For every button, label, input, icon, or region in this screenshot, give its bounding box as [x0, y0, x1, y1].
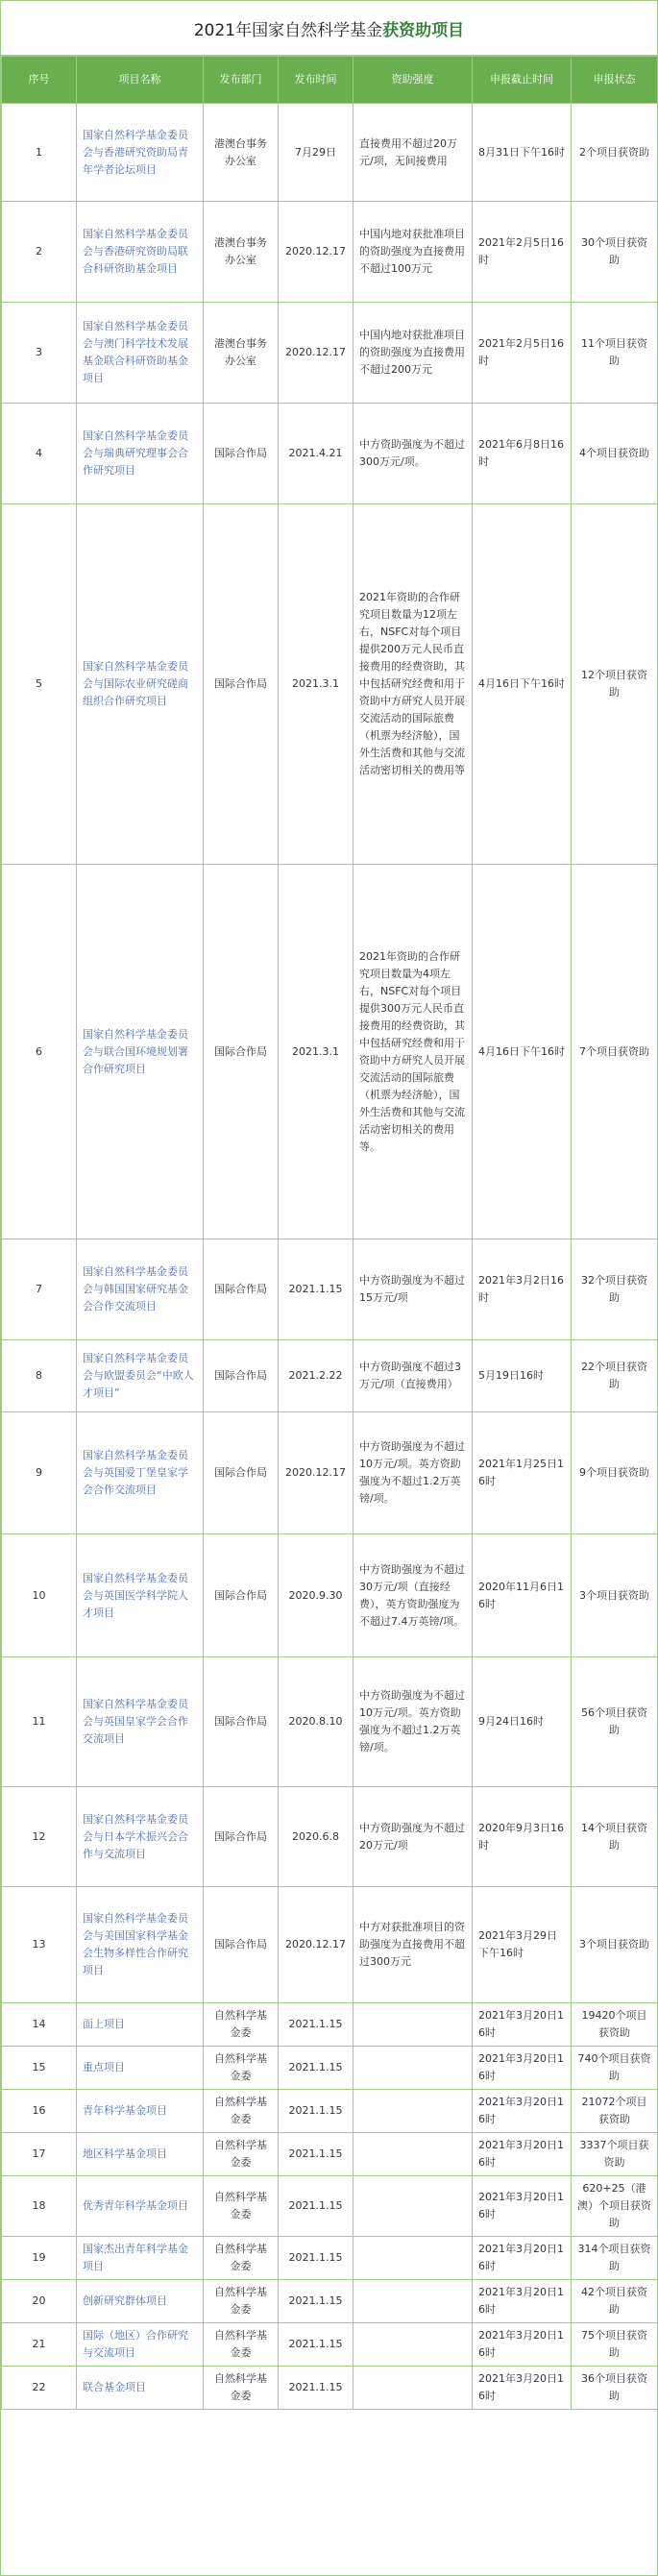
cell-status: 9个项目获资助	[572, 1412, 658, 1534]
cell-status: 30个项目获资助	[572, 202, 658, 303]
cell-amount: 2021年资助的合作研究项目数量为4项左右，NSFC对每个项目提供300万元人民币直接费用的经费资助，其中包括研究经费和用于资助中方研究人员开展交流活动的国际旅费（机票为经济舱），国外生活费和其他与交流活动密切相关的费用等。	[353, 865, 473, 1239]
table-row	[2, 1340, 658, 1412]
cell-dept: 国际合作局	[204, 1412, 279, 1534]
cell-deadline: 9月24日16时	[473, 1657, 572, 1787]
table-row	[2, 2280, 658, 2323]
table-row	[2, 303, 658, 404]
cell-date: 2020.6.8	[279, 1787, 353, 1887]
cell-date: 2021.1.15	[279, 2133, 353, 2176]
cell-deadline: 2021年3月20日16时	[473, 2176, 572, 2237]
cell-deadline: 4月16日下午16时	[473, 865, 572, 1239]
cell-date: 7月29日	[279, 104, 353, 202]
cell-date: 2021.1.15	[279, 2047, 353, 2090]
cell-dept: 自然科学基金委	[204, 2237, 279, 2280]
cell-status: 4个项目获资助	[572, 404, 658, 504]
cell-deadline: 2021年3月20日16时	[473, 2047, 572, 2090]
cell-no: 18	[2, 2176, 77, 2237]
cell-name: 国家自然科学基金委员会与英国皇家学会合作交流项目	[77, 1657, 204, 1787]
cell-date: 2021.3.1	[279, 504, 353, 865]
cell-date: 2020.9.30	[279, 1534, 353, 1657]
cell-amount	[353, 2323, 473, 2367]
cell-dept: 自然科学基金委	[204, 2090, 279, 2133]
cell-dept: 自然科学基金委	[204, 2280, 279, 2323]
cell-deadline: 2021年1月25日16时	[473, 1412, 572, 1534]
cell-dept: 国际合作局	[204, 1534, 279, 1657]
cell-dept: 国际合作局	[204, 1239, 279, 1340]
cell-no: 19	[2, 2237, 77, 2280]
cell-status: 11个项目获资助	[572, 303, 658, 404]
cell-no: 16	[2, 2090, 77, 2133]
cell-deadline: 4月16日下午16时	[473, 504, 572, 865]
cell-amount: 中方资助强度为不超过300万元/项。	[353, 404, 473, 504]
cell-no: 7	[2, 1239, 77, 1340]
cell-name: 国际（地区）合作研究与交流项目	[77, 2323, 204, 2367]
table-body	[2, 104, 658, 2410]
cell-status: 36个项目获资助	[572, 2367, 658, 2410]
header-date: 发布时间	[279, 57, 353, 104]
cell-name: 国家自然科学基金委员会与澳门科学技术发展基金联合科研资助基金项目	[77, 303, 204, 404]
cell-amount	[353, 2367, 473, 2410]
table-title	[1, 1, 657, 56]
cell-no: 5	[2, 504, 77, 865]
cell-dept: 自然科学基金委	[204, 2003, 279, 2047]
table-row	[2, 2237, 658, 2280]
cell-status: 14个项目获资助	[572, 1787, 658, 1887]
table-row	[2, 504, 658, 865]
cell-deadline: 2021年2月5日16时	[473, 202, 572, 303]
cell-no: 15	[2, 2047, 77, 2090]
funding-table	[1, 56, 658, 2410]
cell-name: 国家自然科学基金委员会与国际农业研究磋商组织合作研究项目	[77, 504, 204, 865]
cell-no: 21	[2, 2323, 77, 2367]
table-row	[2, 1887, 658, 2003]
cell-date: 2020.8.10	[279, 1657, 353, 1787]
cell-no: 6	[2, 865, 77, 1239]
cell-status: 32个项目获资助	[572, 1239, 658, 1340]
table-header-row	[2, 57, 658, 104]
cell-date: 2021.1.15	[279, 2176, 353, 2237]
cell-name: 国家自然科学基金委员会与英国医学科学院人才项目	[77, 1534, 204, 1657]
cell-status: 3个项目获资助	[572, 1887, 658, 2003]
cell-date: 2020.12.17	[279, 202, 353, 303]
table-row	[2, 1412, 658, 1534]
cell-deadline: 2021年3月2日16时	[473, 1239, 572, 1340]
cell-amount: 中方对获批准项目的资助强度为直接费用不超过300万元	[353, 1887, 473, 2003]
cell-name: 国家自然科学基金委员会与瑞典研究理事会合作研究项目	[77, 404, 204, 504]
cell-name: 国家自然科学基金委员会与美国国家科学基金会生物多样性合作研究项目	[77, 1887, 204, 2003]
cell-no: 13	[2, 1887, 77, 2003]
table-row	[2, 2176, 658, 2237]
cell-dept: 自然科学基金委	[204, 2367, 279, 2410]
cell-date: 2021.1.15	[279, 2367, 353, 2410]
cell-deadline: 2021年3月20日16时	[473, 2003, 572, 2047]
cell-amount	[353, 2133, 473, 2176]
cell-dept: 国际合作局	[204, 1887, 279, 2003]
cell-amount	[353, 2047, 473, 2090]
cell-date: 2021.1.15	[279, 2003, 353, 2047]
cell-dept: 自然科学基金委	[204, 2176, 279, 2237]
table-row	[2, 202, 658, 303]
cell-no: 3	[2, 303, 77, 404]
cell-deadline: 2021年3月20日16时	[473, 2237, 572, 2280]
cell-no: 17	[2, 2133, 77, 2176]
cell-name: 国家自然科学基金委员会与英国爱丁堡皇家学会合作交流项目	[77, 1412, 204, 1534]
cell-status: 19420个项目获资助	[572, 2003, 658, 2047]
header-deadline: 申报截止时间	[473, 57, 572, 104]
table-row	[2, 104, 658, 202]
cell-amount	[353, 2176, 473, 2237]
cell-amount	[353, 2003, 473, 2047]
cell-status: 2个项目获资助	[572, 104, 658, 202]
cell-name: 面上项目	[77, 2003, 204, 2047]
cell-dept: 自然科学基金委	[204, 2323, 279, 2367]
table-row	[2, 1787, 658, 1887]
table-row	[2, 1657, 658, 1787]
table-row	[2, 404, 658, 504]
cell-amount: 中方资助强度为不超过30万元/项（直接经费），英方资助强度为不超过7.4万英镑/项。	[353, 1534, 473, 1657]
cell-amount: 中国内地对获批准项目的资助强度为直接费用不超过200万元	[353, 303, 473, 404]
cell-amount: 中方资助强度为不超过10万元/项。英方资助强度为不超过1.2万英镑/项。	[353, 1412, 473, 1534]
cell-deadline: 2021年3月29日下午16时	[473, 1887, 572, 2003]
cell-amount: 中方资助强度为不超过15万元/项	[353, 1239, 473, 1340]
cell-no: 10	[2, 1534, 77, 1657]
cell-deadline: 2021年3月20日16时	[473, 2367, 572, 2410]
cell-amount: 中方资助强度为不超过20万元/项	[353, 1787, 473, 1887]
cell-status: 3个项目获资助	[572, 1534, 658, 1657]
cell-date: 2021.1.15	[279, 2090, 353, 2133]
cell-dept: 国际合作局	[204, 1340, 279, 1412]
cell-status: 56个项目获资助	[572, 1657, 658, 1787]
table-row	[2, 2323, 658, 2367]
cell-no: 11	[2, 1657, 77, 1787]
table-row	[2, 2047, 658, 2090]
cell-date: 2020.12.17	[279, 1887, 353, 2003]
cell-amount	[353, 2280, 473, 2323]
cell-name: 创新研究群体项目	[77, 2280, 204, 2323]
cell-deadline: 2021年3月20日16时	[473, 2280, 572, 2323]
header-amount: 资助强度	[353, 57, 473, 104]
cell-no: 9	[2, 1412, 77, 1534]
cell-name: 国家自然科学基金委员会与联合国环境规划署合作研究项目	[77, 865, 204, 1239]
header-status: 申报状态	[572, 57, 658, 104]
cell-deadline: 2020年11月6日16时	[473, 1534, 572, 1657]
cell-dept: 港澳台事务办公室	[204, 303, 279, 404]
cell-amount: 中国内地对获批准项目的资助强度为直接费用不超过100万元	[353, 202, 473, 303]
cell-name: 国家自然科学基金委员会与香港研究资助局联合科研资助基金项目	[77, 202, 204, 303]
header-no: 序号	[2, 57, 77, 104]
cell-status: 740个项目获资助	[572, 2047, 658, 2090]
cell-name: 青年科学基金项目	[77, 2090, 204, 2133]
cell-no: 1	[2, 104, 77, 202]
table-row	[2, 865, 658, 1239]
table-row	[2, 2367, 658, 2410]
cell-dept: 国际合作局	[204, 865, 279, 1239]
cell-date: 2021.1.15	[279, 2237, 353, 2280]
cell-no: 22	[2, 2367, 77, 2410]
cell-dept: 自然科学基金委	[204, 2133, 279, 2176]
cell-amount	[353, 2237, 473, 2280]
cell-dept: 港澳台事务办公室	[204, 104, 279, 202]
cell-date: 2020.12.17	[279, 303, 353, 404]
cell-no: 12	[2, 1787, 77, 1887]
table-row	[2, 2090, 658, 2133]
cell-name: 地区科学基金项目	[77, 2133, 204, 2176]
cell-no: 20	[2, 2280, 77, 2323]
cell-status: 620+25（港澳）个项目获资助	[572, 2176, 658, 2237]
table-title-prefix: 2021年国家自然科学基金	[193, 20, 383, 40]
cell-name: 重点项目	[77, 2047, 204, 2090]
cell-amount: 直接费用不超过20万元/项，无间接费用	[353, 104, 473, 202]
cell-deadline: 2021年6月8日16时	[473, 404, 572, 504]
cell-dept: 国际合作局	[204, 1787, 279, 1887]
cell-dept: 港澳台事务办公室	[204, 202, 279, 303]
table-title-emphasis: 获资助项目	[382, 20, 465, 40]
cell-deadline: 2020年9月3日16时	[473, 1787, 572, 1887]
cell-no: 14	[2, 2003, 77, 2047]
cell-name: 国家杰出青年科学基金项目	[77, 2237, 204, 2280]
cell-date: 2021.1.15	[279, 1239, 353, 1340]
cell-name: 国家自然科学基金委员会与欧盟委员会“中欧人才项目”	[77, 1340, 204, 1412]
table-row	[2, 1534, 658, 1657]
cell-dept: 国际合作局	[204, 404, 279, 504]
cell-no: 2	[2, 202, 77, 303]
cell-name: 国家自然科学基金委员会与日本学术振兴会合作与交流项目	[77, 1787, 204, 1887]
cell-amount	[353, 2090, 473, 2133]
table-row	[2, 2003, 658, 2047]
header-dept: 发布部门	[204, 57, 279, 104]
cell-amount: 中方资助强度不超过3万元/项（直接费用）	[353, 1340, 473, 1412]
cell-name: 联合基金项目	[77, 2367, 204, 2410]
cell-amount: 中方资助强度为不超过10万元/项。英方资助强度为不超过1.2万英镑/项。	[353, 1657, 473, 1787]
cell-date: 2021.3.1	[279, 865, 353, 1239]
cell-amount: 2021年资助的合作研究项目数量为12项左右，NSFC对每个项目提供200万元人民币直接费用的经费资助，其中包括研究经费和用于资助中方研究人员开展交流活动的国际旅费（机票为经济舱），国外生活费和其他与交流活动密切相关的费用等	[353, 504, 473, 865]
table-row	[2, 2133, 658, 2176]
cell-name: 优秀青年科学基金项目	[77, 2176, 204, 2237]
cell-deadline: 2021年3月20日16时	[473, 2090, 572, 2133]
cell-name: 国家自然科学基金委员会与香港研究资助局青年学者论坛项目	[77, 104, 204, 202]
table-row	[2, 1239, 658, 1340]
cell-deadline: 2021年2月5日16时	[473, 303, 572, 404]
cell-dept: 自然科学基金委	[204, 2047, 279, 2090]
cell-no: 4	[2, 404, 77, 504]
cell-dept: 国际合作局	[204, 504, 279, 865]
cell-date: 2020.12.17	[279, 1412, 353, 1534]
cell-status: 3337个项目获资助	[572, 2133, 658, 2176]
cell-date: 2021.1.15	[279, 2323, 353, 2367]
header-name: 项目名称	[77, 57, 204, 104]
cell-date: 2021.4.21	[279, 404, 353, 504]
cell-deadline: 5月19日16时	[473, 1340, 572, 1412]
cell-deadline: 8月31日下午16时	[473, 104, 572, 202]
cell-dept: 国际合作局	[204, 1657, 279, 1787]
cell-status: 314个项目获资助	[572, 2237, 658, 2280]
cell-status: 12个项目获资助	[572, 504, 658, 865]
cell-name: 国家自然科学基金委员会与韩国国家研究基金会合作交流项目	[77, 1239, 204, 1340]
cell-no: 8	[2, 1340, 77, 1412]
cell-status: 75个项目获资助	[572, 2323, 658, 2367]
cell-date: 2021.1.15	[279, 2280, 353, 2323]
cell-status: 7个项目获资助	[572, 865, 658, 1239]
cell-status: 21072个项目获资助	[572, 2090, 658, 2133]
cell-deadline: 2021年3月20日16时	[473, 2323, 572, 2367]
cell-status: 22个项目获资助	[572, 1340, 658, 1412]
cell-deadline: 2021年3月20日16时	[473, 2133, 572, 2176]
cell-date: 2021.2.22	[279, 1340, 353, 1412]
cell-status: 42个项目获资助	[572, 2280, 658, 2323]
